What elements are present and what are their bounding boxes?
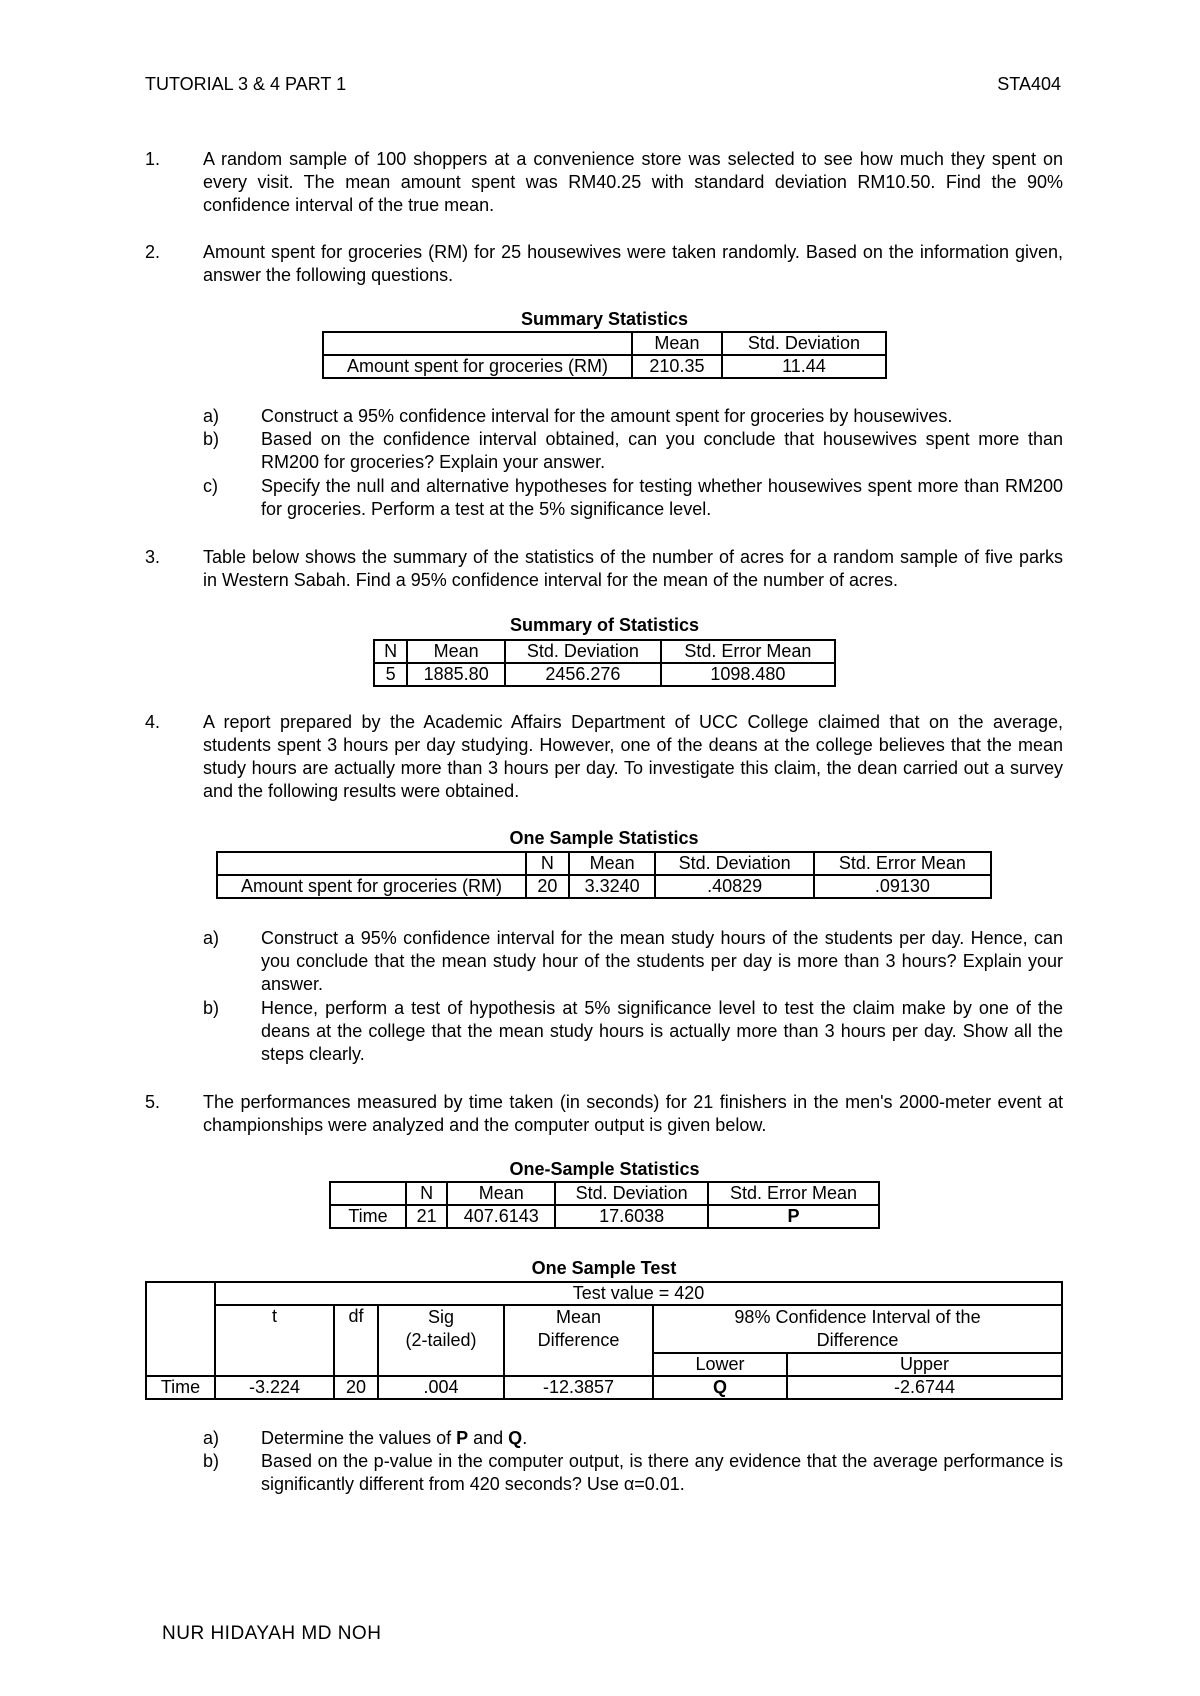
table-title: Summary of Statistics <box>509 615 700 635</box>
column-header: Std. Deviation <box>555 1182 708 1205</box>
question-1 <box>145 148 1063 217</box>
table-cell: 2456.276 <box>505 663 661 686</box>
table-cell: P <box>708 1205 879 1228</box>
table-cell: 407.6143 <box>447 1205 555 1228</box>
table-cell: -3.224 <box>215 1376 334 1399</box>
column-header: Std. Error Mean <box>661 640 835 663</box>
table-cell: 3.3240 <box>569 875 656 898</box>
column-header: Upper <box>787 1353 1062 1376</box>
question-number: 3. <box>145 547 161 567</box>
question-2-part-a: a) Construct a 95% confidence interval for the amount spent for groceries by housewives. <box>203 406 953 426</box>
column-header: Mean <box>632 332 722 355</box>
column-header: Std. Deviation <box>505 640 661 663</box>
column-header: N <box>374 640 407 663</box>
row-label: Time <box>330 1205 406 1228</box>
question-text: Amount spent for groceries (RM) for 25 housewives were taken randomly. Based on the information given, answer the following questions. <box>203 242 1063 285</box>
table-cell: 210.35 <box>632 355 722 378</box>
question-text: A report prepared by the Academic Affairs Department of UCC College claimed that on the average, students spent 3 hours per day studying. However, one of the deans at the college believes that the mean study hours are actually more than 3 hours per day. To investigate this claim, the dean carried out a survey and the following results were obtained. <box>203 712 1063 801</box>
table-cell: 1098.480 <box>661 663 835 686</box>
table-cell: -12.3857 <box>504 1376 653 1399</box>
author-footer: NUR HIDAYAH MD NOH <box>162 1623 382 1644</box>
question-5 <box>145 1091 1063 1137</box>
test-value-header: Test value = 420 <box>215 1282 1062 1305</box>
question-text: The performances measured by time taken (in seconds) for 21 finishers in the men's 2000-meter event at championships were analyzed and the computer output is given below. <box>203 1092 1063 1135</box>
question-2-part-b: b) Based on the confidence interval obtained, can you conclude that housewives spent more than RM200 for groceries? Explain your answer. <box>203 429 1063 472</box>
column-header: Mean <box>569 852 656 875</box>
column-header-confidence-interval: 98% Confidence Interval of the Difference <box>653 1305 1062 1353</box>
column-header: Std. Deviation <box>655 852 813 875</box>
row-label: Amount spent for groceries (RM) <box>323 355 632 378</box>
question-number: 5. <box>145 1092 161 1112</box>
question-text: Table below shows the summary of the statistics of the number of acres for a random sample of five parks in Western Sabah. Find a 95% confidence interval for the mean of the number of acres. <box>203 547 1063 590</box>
column-header: Mean <box>407 640 505 663</box>
question-5-part-a: a) Determine the values of P and Q. <box>203 1428 528 1448</box>
table-cell: -2.6744 <box>787 1376 1062 1399</box>
column-header: t <box>215 1305 334 1376</box>
header-title: TUTORIAL 3 & 4 PART 1 <box>145 74 347 94</box>
table-cell: .40829 <box>655 875 813 898</box>
column-header: N <box>526 852 569 875</box>
column-header: Std. Error Mean <box>814 852 991 875</box>
table-cell: 1885.80 <box>407 663 505 686</box>
one-sample-statistics-time-table <box>329 1181 880 1229</box>
summary-of-statistics-table <box>373 639 836 687</box>
table-cell: 20 <box>526 875 569 898</box>
question-number: 1. <box>145 149 161 169</box>
column-header: N <box>406 1182 447 1205</box>
column-header: Std. Error Mean <box>708 1182 879 1205</box>
table-cell: 5 <box>374 663 407 686</box>
summary-statistics-table <box>322 331 887 379</box>
table-cell: .09130 <box>814 875 991 898</box>
question-3 <box>145 546 1063 592</box>
question-2-part-c: c) Specify the null and alternative hypotheses for testing whether housewives spent more than RM200 for groceries. Perform a test at the 5% significance level. <box>203 476 1063 519</box>
header-course-code: STA404 <box>997 74 1061 94</box>
question-4-part-b: b) Hence, perform a test of hypothesis at 5% significance level to test the claim make by one of the deans at the college that the mean study hours is actually more than 3 hours per day. Show all the steps clearly. <box>203 998 1063 1064</box>
row-label: Time <box>146 1376 215 1399</box>
question-4-part-a: a) Construct a 95% confidence interval for the mean study hours of the students per day. Hence, can you conclude that the mean study hour of the students per day is more than 3 hours? Explain your answer. <box>203 928 1063 994</box>
table-cell: Q <box>653 1376 787 1399</box>
question-number: 2. <box>145 242 161 262</box>
column-header: Std. Deviation <box>722 332 886 355</box>
column-header-sig: Sig (2-tailed) <box>378 1305 504 1376</box>
question-4 <box>145 711 1063 803</box>
question-5-part-b: b) Based on the p-value in the computer output, is there any evidence that the average performance is significantly different from 420 seconds? Use α=0.01. <box>203 1451 1063 1494</box>
question-number: 4. <box>145 712 161 732</box>
table-cell: 20 <box>334 1376 378 1399</box>
column-header-mean-difference: Mean Difference <box>504 1305 653 1376</box>
table-title: One-Sample Statistics <box>509 1159 700 1179</box>
question-text: A random sample of 100 shoppers at a convenience store was selected to see how much they spent on every visit. The mean amount spent was RM40.25 with standard deviation RM10.50. Find the 90% confidence interval of the true mean. <box>203 149 1063 215</box>
one-sample-statistics-table <box>216 851 992 899</box>
row-label: Amount spent for groceries (RM) <box>217 875 526 898</box>
table-cell: 17.6038 <box>555 1205 708 1228</box>
question-2 <box>145 241 1063 287</box>
table-cell: 11.44 <box>722 355 886 378</box>
table-cell: 21 <box>406 1205 447 1228</box>
one-sample-test-table <box>145 1281 1063 1400</box>
table-title: One Sample Test <box>531 1258 677 1278</box>
column-header: df <box>334 1305 378 1376</box>
column-header: Lower <box>653 1353 787 1376</box>
table-title: One Sample Statistics <box>509 828 699 848</box>
table-title: Summary Statistics <box>520 309 689 329</box>
column-header: Mean <box>447 1182 555 1205</box>
table-cell: .004 <box>378 1376 504 1399</box>
